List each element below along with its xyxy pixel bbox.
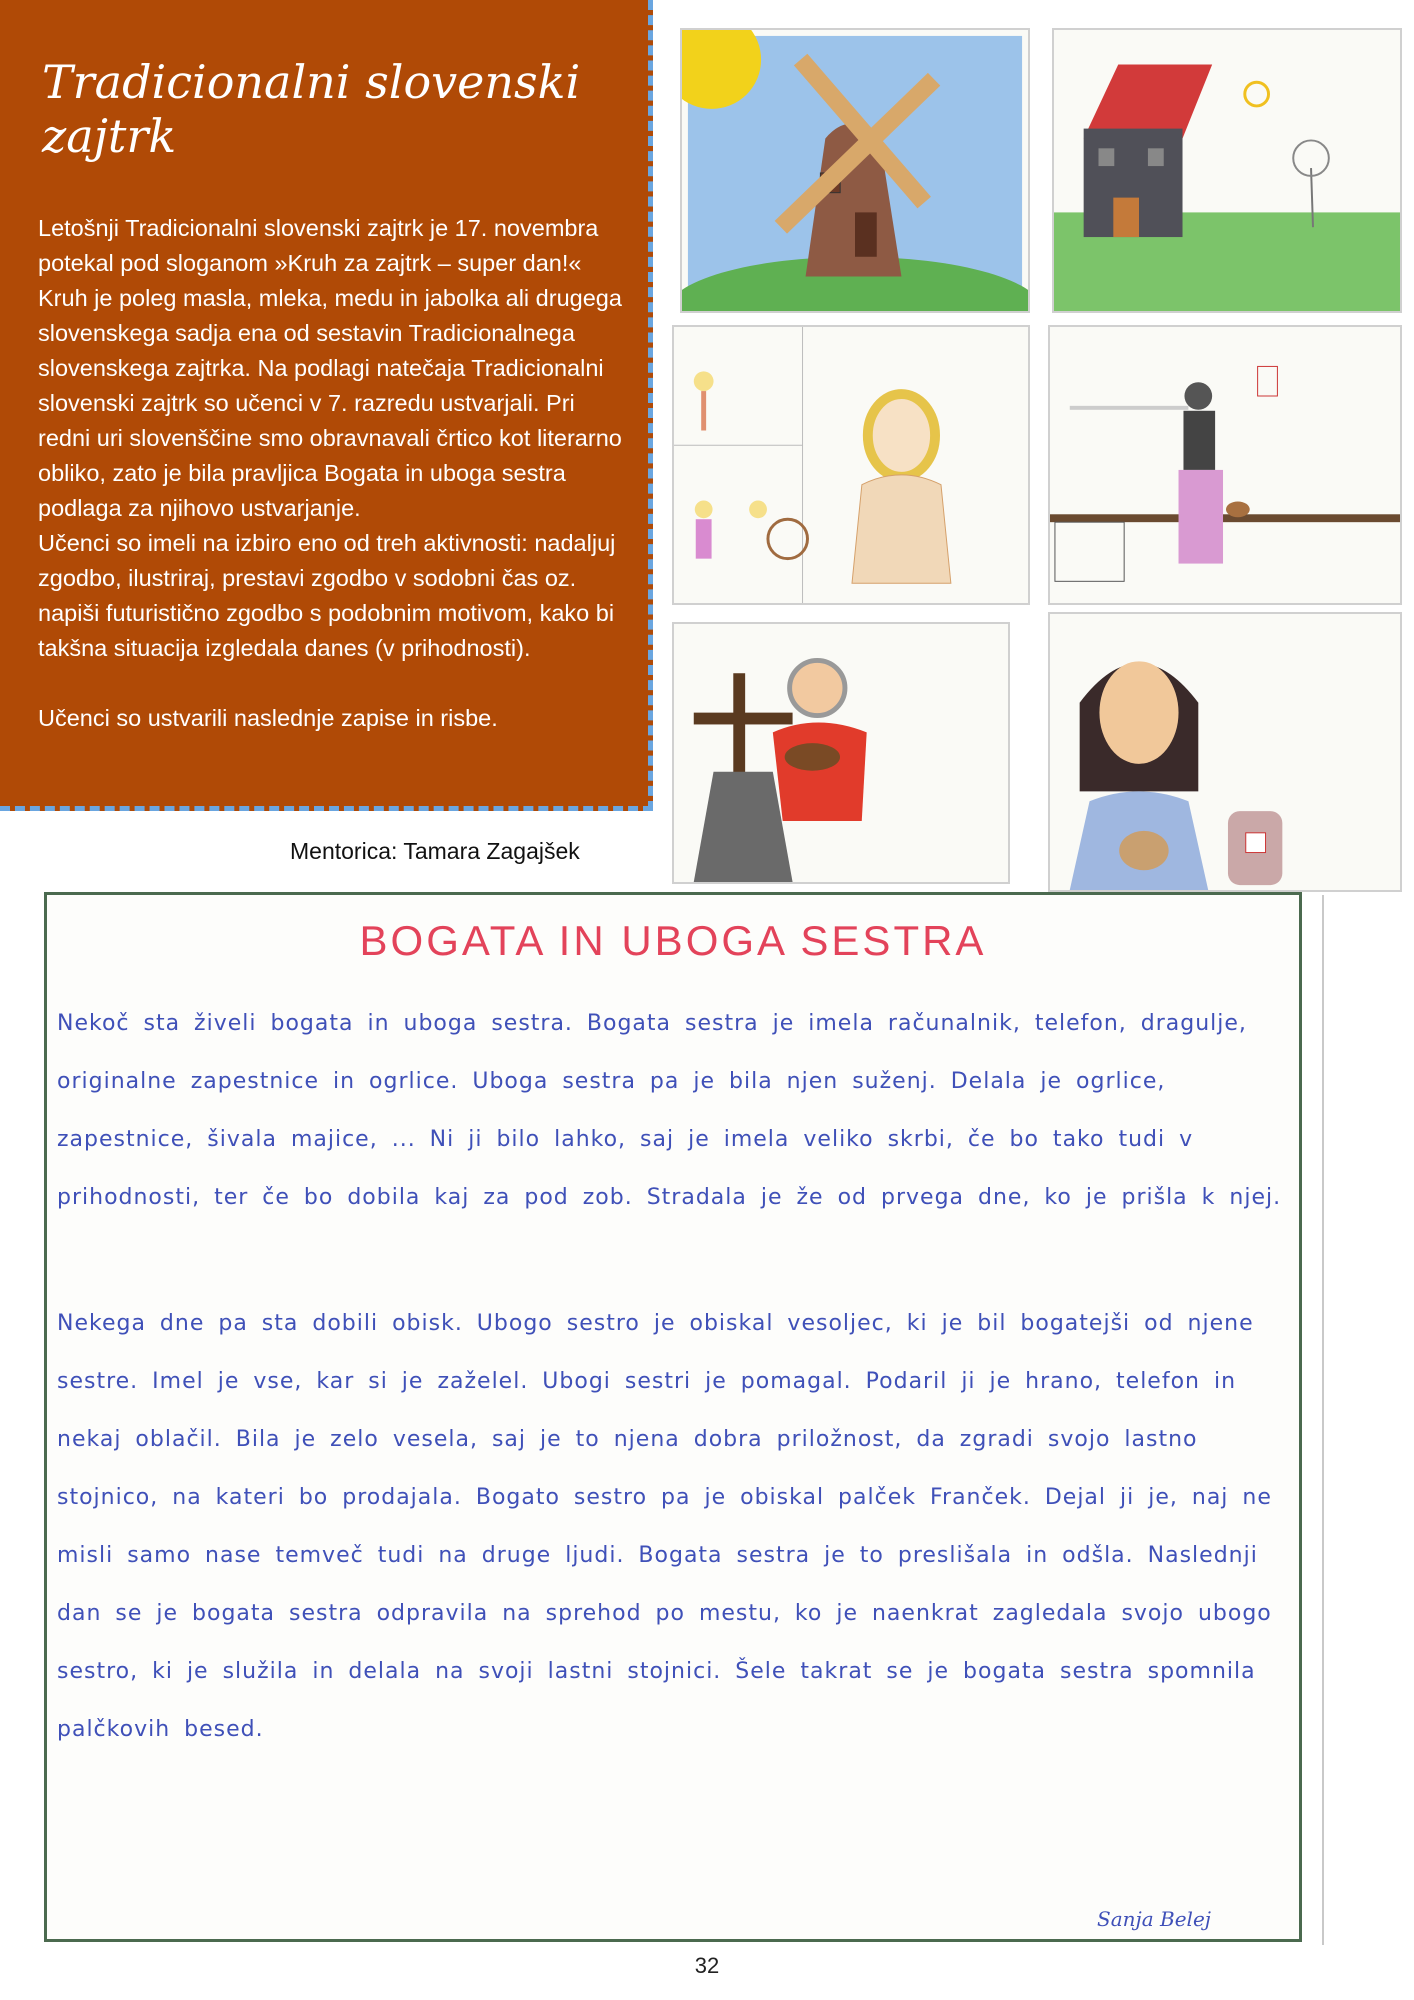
drawing-cross [672,622,1010,884]
drawing-woman [1048,612,1402,892]
mentor-credit: Mentorica: Tamara Zagajšek [290,838,580,864]
intro-body [38,211,622,736]
page-edge-divider [1322,895,1338,1945]
story-sheet [44,892,1302,1942]
drawing-kitchen [1048,325,1402,605]
intro-paragraph-1: Letošnji Tradicionalni slovenski zajtrk je 17. novembra potekal pod sloganom »Kruh za zajtrk – super dan!« Kruh je poleg masla, mleka, medu in jabolka ali drugega slovenskega sadja ena od sestavin Tradicionalnega slovenskega zajtrka. Na podlagi natečaja Tradicionalni slovenski zajtrk so učenci v 7. razredu ustvarjali. Pri redni uri slovenščine smo obravnavali črtico kot literarno obliko, zato je bila pravljica Bogata in uboga sestra podlaga za njihovo ustvarjanje. [38,215,622,521]
story-paragraph-1: Nekoč sta živeli bogata in uboga sestra. Bogata sestra je imela računalnik, telefon, dragulje, originalne zapestnice in ogrlice. Uboga sestra pa je bila njen suženj. Delala je ogrlice, zapestnice, šivala majice, ... Ni ji bilo lahko, saj je imela veliko skrbi, če bo tako tudi v prihodnosti, ter če bo dobila kaj za pod zob. Stradala je že od prvega dne, ko je prišla k njej. [57,1011,1282,1210]
intro-box [0,0,653,811]
intro-title: Tradicionalni slovenski zajtrk [42,55,581,163]
drawing-house [1052,28,1402,313]
story-title: BOGATA IN UBOGA SESTRA [359,917,987,964]
story-signature: Sanja Belej [1097,1907,1211,1931]
intro-paragraph-3: Učenci so ustvarili naslednje zapise in risbe. [38,705,498,731]
page-number: 32 [694,1953,720,1978]
intro-paragraph-2: Učenci so imeli na izbiro eno od treh aktivnosti: nadaljuj zgodbo, ilustriraj, prestavi zgodbo v sodobni čas oz. napiši futuristično zgodbo s podobnim motivom, kako bi takšna situacija izgledala danes (v prihodnosti). [38,530,616,661]
drawing-comic-sisters [672,325,1030,605]
story-paragraph-2: Nekega dne pa sta dobili obisk. Ubogo sestro je obiskal vesoljec, ki je bil bogatejši od njene sestre. Imel je vse, kar si je zaželel. Ubogi sestri je pomagal. Podaril ji je hrano, telefon in nekaj oblačil. Bila je zelo vesela, saj je to njena dobra priložnost, da zgradi svojo lastno stojnico, na kateri bo prodajala. Bogato sestro pa je obiskal palček Franček. Dejal ji je, naj ne misli samo nase temveč tudi na druge ljudi. Bogata sestra je to preslišala in odšla. Naslednji dan se je bogata sestra odpravila na sprehod po mestu, ko je naenkrat zagledala svojo ubogo sestro, ki je služila in delala na svoji lastni stojnici. Šele takrat se je bogata sestra spomnila palčkovih besed. [57,1311,1272,1742]
drawing-windmill [680,28,1030,313]
story-text [57,995,1289,1759]
